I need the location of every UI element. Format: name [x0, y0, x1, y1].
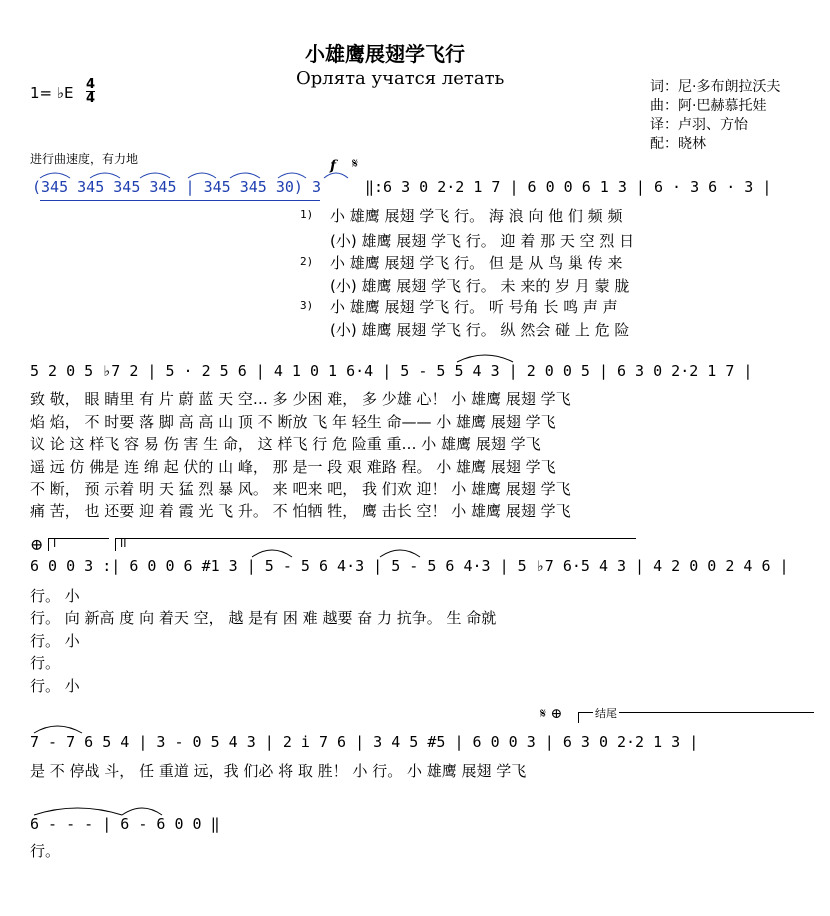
key-signature: 1= ♭E	[30, 84, 74, 102]
song-title-chinese: 小雄鹰展翅学飞行	[305, 42, 465, 66]
verse-line: 小 雄鹰 展翅 学飞 行。 但 是 从 鸟 巢 传 来	[330, 254, 623, 272]
volta-1-label: I	[53, 537, 57, 550]
ending-label: 结尾	[595, 707, 617, 720]
verse-label: 1)	[300, 208, 314, 221]
lyric-line: 行。	[30, 654, 61, 672]
lyric-line: 不 断， 预 示着 明 天 猛 烈 暴 风。 来 吧来 吧， 我 们欢 迎！ 小 雄鹰 展翅 学飞	[30, 480, 571, 498]
verse-line: (小) 雄鹰 展翅 学飞 行。 纵 然会 碰 上 危 险	[330, 321, 630, 339]
lyric-line: 遥 远 仿 佛是 连 绵 起 伏的 山 峰， 那 是一 段 艰 难路 程。 小 雄鹰 展翅 学飞	[30, 458, 556, 476]
lyric-line: 行。 小	[30, 677, 80, 695]
verse-label: 2)	[300, 255, 314, 268]
forte-mark: f	[330, 158, 337, 174]
coda-icon: ⊕	[30, 535, 44, 554]
intro-melody: (345 345 345 345 | 345 345 30) 3	[32, 178, 321, 196]
ending-bracket	[578, 707, 814, 723]
system4-melody: 7 - 7 6 5 4 | 3 - 0 5 4 3 | 2 i 7 6 | 3 4 5 #5 | 6 0 0 3 | 6 3 0 2·2 1 3 |	[30, 733, 699, 751]
phrase-slurs	[250, 545, 750, 559]
system1-melody: ‖:6 3 0 2·2 1 7 | 6 0 0 6 1 3 | 6 · 3 6 · 3 |	[365, 178, 772, 196]
intro-slurs	[30, 166, 360, 186]
tie-slur	[32, 721, 92, 735]
intro-underline	[40, 200, 320, 201]
verse-line: 小 雄鹰 展翅 学飞 行。 海 浪 向 他 们 频 频	[330, 207, 623, 225]
segno-coda-mark: 𝄋 ⊕	[540, 706, 563, 722]
segno-mark: 𝄋	[352, 156, 359, 172]
volta-2-label: II	[120, 537, 127, 550]
lyric-line: 焰 焰， 不 时要 落 脚 高 高 山 顶 不 断放 飞 年 轻生 命—— 小 雄鹰 展翅 学飞	[30, 413, 556, 431]
lyric-line: 是 不 停战 斗， 任 重道 远，我 们必 将 取 胜！ 小 行。 小 雄鹰 展翅 学飞	[30, 762, 527, 780]
tie-slur	[32, 803, 182, 817]
system5-melody: 6 - - - | 6 - 6 0 0 ‖	[30, 815, 220, 833]
credit-translation: 译：卢羽、方怡	[650, 117, 748, 133]
verse-line: 小 雄鹰 展翅 学飞 行。 听 号角 长 鸣 声 声	[330, 298, 618, 316]
lyric-line: 行。 向 新高 度 向 着天 空， 越 是有 困 难 越要 奋 力 抗争。 生 命就	[30, 609, 497, 627]
tempo-marking: 进行曲速度，有力地	[30, 152, 139, 166]
system3-melody: 6 0 0 3 :| 6 0 0 6 #1 3 | 5 - 5 6 4·3 | 5 - 5 6 4·3 | 5 ♭7 6·5 4 3 | 4 2 0 0 2 4 6 |	[30, 557, 789, 575]
lyric-line: 议 论 这 样飞 容 易 伤 害 生 命， 这 样飞 行 危 险重 重… 小 雄鹰 展翅 学飞	[30, 435, 541, 453]
lyric-line: 行。 小	[30, 587, 80, 605]
time-signature	[86, 78, 95, 105]
time-signature-top: 4	[86, 77, 96, 92]
system2-melody: 5 2 0 5 ♭7 2 | 5 · 2 5 6 | 4 1 0 1 6·4 | 5 - 5 5 4 3 | 2 0 0 5 | 6 3 0 2·2 1 7 |	[30, 362, 753, 380]
credit-arrangement: 配：晓林	[650, 136, 706, 152]
verse-label: 3)	[300, 299, 314, 312]
time-signature-bottom: 4	[86, 91, 96, 106]
volta-bracket-1	[48, 538, 109, 551]
lyric-line: 致 敬， 眼 睛里 有 片 蔚 蓝 天 空… 多 少困 难， 多 少雄 心！ 小 雄鹰 展翅 学飞	[30, 390, 571, 408]
credit-music: 曲：阿·巴赫慕托娃	[650, 98, 767, 114]
lyric-line: 痛 苦， 也 还要 迎 着 霞 光 飞 升。 不 怕牺 牲， 鹰 击长 空！ 小 雄鹰 展翅 学飞	[30, 502, 571, 520]
lyric-line: 行。 小	[30, 632, 80, 650]
credit-lyrics: 词：尼·多布朗拉沃夫	[650, 79, 781, 95]
verse-line: (小) 雄鹰 展翅 学飞 行。 未 来的 岁 月 蒙 胧	[330, 277, 630, 295]
lyric-line: 行。	[30, 842, 61, 860]
tie-slur	[455, 350, 515, 364]
verse-line: (小) 雄鹰 展翅 学飞 行。 迎 着 那 天 空 烈 日	[330, 232, 635, 250]
song-title-russian: Орлята учатся летать	[296, 68, 505, 89]
